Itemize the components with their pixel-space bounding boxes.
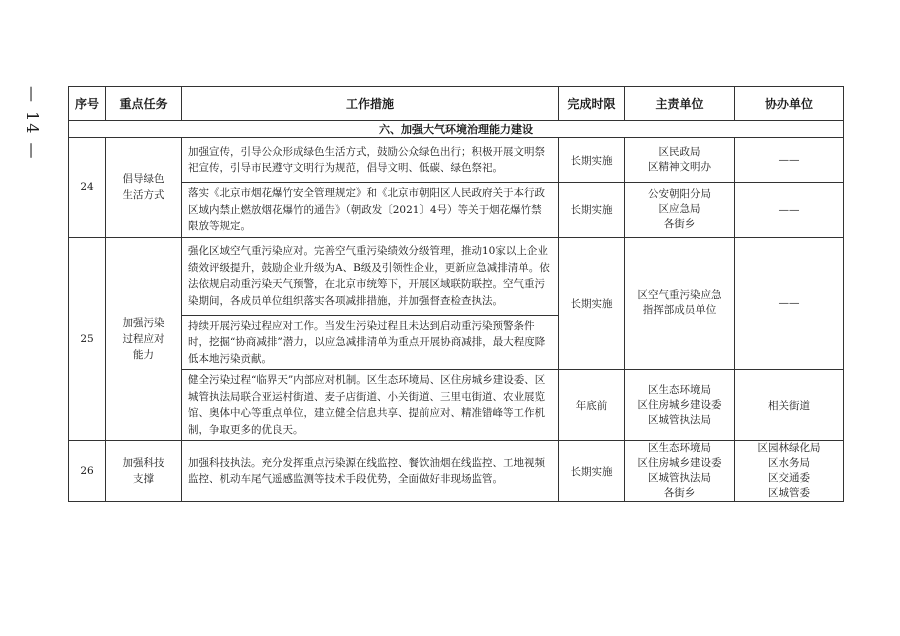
row-measure: 健全污染过程“临界天”内部应对机制。区生态环境局、区住房城乡建设委、区城管执法局联合亚运村街道、麦子店街道、小关街道、三里屯街道、农业展览馆、奥体中心等重点单位，建立健全信息共享、提前应对、精准错峰等工作机制，争取更多的优良天。 [182,370,559,441]
table-row [69,441,844,502]
header-no: 序号 [69,87,106,121]
row-measure: 持续开展污染过程应对工作。当发生污染过程且未达到启动重污染预警条件时，挖掘“协商减排”潜力，以应急减排清单为重点开展协商减排，最大程度降低本地污染贡献。 [182,315,559,370]
header-task: 重点任务 [106,87,182,121]
header-lead: 主责单位 [625,87,735,121]
row-no: 24 [69,138,106,238]
row-deadline: 长期实施 [559,183,625,238]
section-row [69,121,844,138]
row-no: 26 [69,441,106,502]
row-lead: 公安朝阳分局 区应急局 各街乡 [625,183,735,238]
row-measure: 加强宣传，引导公众形成绿色生活方式，鼓励公众绿色出行；积极开展文明祭祀宣传，引导市民遵守文明行为规范，倡导文明、低碳、绿色祭祀。 [182,138,559,183]
header-row [69,87,844,121]
row-no: 25 [69,237,106,441]
table-row [69,237,844,315]
row-measure: 强化区域空气重污染应对。完善空气重污染绩效分级管理，推动10家以上企业绩效评级提升，鼓励企业升级为A、B级及引领性企业，更新应急减排清单。依法依规启动重污染天气预警，在北京市统筹下，开展区域联防联控。空气重污染期间，各成员单位组织落实各项减排措施，并加强督查检查执法。 [182,237,559,315]
row-deadline: 长期实施 [559,441,625,502]
row-assist: 区园林绿化局 区水务局 区交通委 区城管委 [735,441,844,502]
page-number: — 14 — [23,86,42,161]
row-assist: 相关街道 [735,370,844,441]
row-task: 倡导绿色生活方式 [106,138,182,238]
row-lead: 区生态环境局 区住房城乡建设委 区城管执法局 各街乡 [625,441,735,502]
row-assist: —— [735,138,844,183]
row-deadline: 长期实施 [559,237,625,370]
table-row [69,183,844,238]
header-measure: 工作措施 [182,87,559,121]
row-measure: 落实《北京市烟花爆竹安全管理规定》和《北京市朝阳区人民政府关于本行政区域内禁止燃放烟花爆竹的通告》（朝政发〔2021〕4号）等关于烟花爆竹禁限放等规定。 [182,183,559,238]
row-assist: —— [735,183,844,238]
row-lead: 区生态环境局 区住房城乡建设委 区城管执法局 [625,370,735,441]
header-assist: 协办单位 [735,87,844,121]
row-task: 加强科技支撑 [106,441,182,502]
table-row [69,370,844,441]
row-lead: 区民政局 区精神文明办 [625,138,735,183]
section-title: 六、加强大气环境治理能力建设 [69,121,844,138]
measures-table [68,86,844,502]
row-measure: 加强科技执法。充分发挥重点污染源在线监控、餐饮油烟在线监控、工地视频监控、机动车尾气遥感监测等技术手段优势，全面做好非现场监管。 [182,441,559,502]
table-row [69,138,844,183]
row-lead: 区空气重污染应急 指挥部成员单位 [625,237,735,370]
header-deadline: 完成时限 [559,87,625,121]
row-assist: —— [735,237,844,370]
row-deadline: 长期实施 [559,138,625,183]
row-task: 加强污染过程应对能力 [106,237,182,441]
row-deadline: 年底前 [559,370,625,441]
